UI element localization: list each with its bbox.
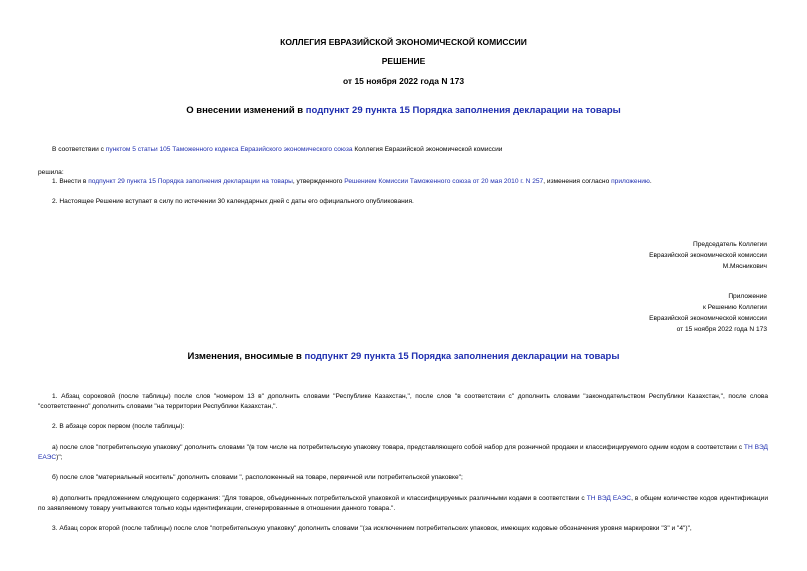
change-2-text: 2. В абзаце сорок первом (после таблицы): xyxy=(52,423,185,430)
title-text: О внесении изменений в xyxy=(186,105,306,116)
change-2 xyxy=(38,422,768,432)
appendix-title-text: Изменения, вносимые в xyxy=(187,351,305,362)
customs-code-link[interactable]: пунктом 5 статьи 105 Таможенного кодекса Евразийского экономического союза xyxy=(105,146,353,153)
preamble xyxy=(38,145,768,155)
signature-organization: Евразийской экономической комиссии xyxy=(649,252,767,259)
title-link[interactable]: подпункт 29 пункта 15 Порядка заполнения декларации на товары xyxy=(305,105,621,116)
tn-ved-link[interactable]: ТН ВЭД ЕАЭС xyxy=(38,444,768,461)
document-title xyxy=(0,105,807,116)
signature-name: М.Мясникович xyxy=(722,263,767,270)
signature-position: Председатель Коллегии xyxy=(693,241,767,248)
change-3-text: 3. Абзац сорок второй (после таблицы) после слов "потребительскую упаковку" дополнить словами "(за исключением потребительских упаковок, имеющих кодовые обозначения уровня маркировки "3" и "4")", xyxy=(52,525,692,532)
appendix-ref: к Решению Коллегии xyxy=(702,304,767,311)
appendix-organization: Евразийской экономической комиссии xyxy=(649,315,767,322)
document-date: от 15 ноября 2022 года N 173 xyxy=(342,76,465,86)
change-2a-end: )"; xyxy=(56,454,63,461)
decision-257-link[interactable]: Решением Комиссии Таможенного союза от 20 мая 2010 г. N 257 xyxy=(344,178,544,185)
preamble-text-end: Коллегия Евразийской экономической комиссии xyxy=(352,146,503,153)
change-2a xyxy=(38,443,768,463)
tn-ved-link-2[interactable]: ТН ВЭД ЕАЭС xyxy=(586,495,632,502)
change-2a-text: а) после слов "потребительскую упаковку" дополнить словами "(в том числе на потребительскую упаковку товара, представляющего собой набор для розничной продажи и классифицируемого одним кодом в соответствии с xyxy=(52,444,744,451)
appendix-title-link[interactable]: подпункт 29 пункта 15 Порядка заполнения декларации на товары xyxy=(304,351,620,362)
change-1 xyxy=(38,392,768,412)
appendix-block xyxy=(649,291,767,335)
item-1-text-4: . xyxy=(649,178,652,185)
item-1-text-3: , изменения согласно xyxy=(543,178,612,185)
document-type: РЕШЕНИЕ xyxy=(381,56,426,66)
subparagraph-link[interactable]: подпункт 29 пункта 15 Порядка заполнения декларации на товары xyxy=(88,178,293,185)
item-2 xyxy=(38,197,768,207)
change-2c xyxy=(38,494,768,514)
change-2c-text: в) дополнить предложением следующего содержания: "Для товаров, объединенных потребительской упаковкой и классифицируемых различными кодами в соответствии с xyxy=(52,495,587,502)
appendix-title xyxy=(0,351,807,362)
preamble-text: В соответствии с xyxy=(52,146,106,153)
change-3 xyxy=(38,524,768,534)
item-2-text: 2. Настоящее Решение вступает в силу по истечении 30 календарных дней с даты его официального опубликования. xyxy=(52,198,414,205)
appendix-label: Приложение xyxy=(728,293,767,300)
change-2b-text: б) после слов "материальный носитель" дополнить словами ", расположенный на товаре, первичной или потребительской упаковке"; xyxy=(52,474,463,481)
change-1-text: 1. Абзац сороковой (после таблицы) после слов "номером 13 в" дополнить словами "Республике Казахстан,", после слов "в соответствии с" дополнить словами "законодательством Республики Казахстан,", после слова "соответственно" дополнить словами "на территории Республики Казахстан,". xyxy=(38,393,768,410)
change-2c-end: , в общем количестве кодов идентификации по заявляемому товару учитываются только коды идентификации, сгенерированные в отношении данного товара.". xyxy=(38,495,768,512)
appendix-link[interactable]: приложению xyxy=(611,178,650,185)
item-1-text-2: , утвержденного xyxy=(292,178,345,185)
decided-label: решила: xyxy=(38,169,64,176)
item-1 xyxy=(38,177,768,187)
organization-heading: КОЛЛЕГИЯ ЕВРАЗИЙСКОЙ ЭКОНОМИЧЕСКОЙ КОМИССИИ xyxy=(280,37,527,47)
signature-block xyxy=(649,239,767,272)
change-2b xyxy=(38,473,768,483)
appendix-date: от 15 ноября 2022 года N 173 xyxy=(676,326,767,333)
item-1-text: 1. Внести в xyxy=(52,178,89,185)
